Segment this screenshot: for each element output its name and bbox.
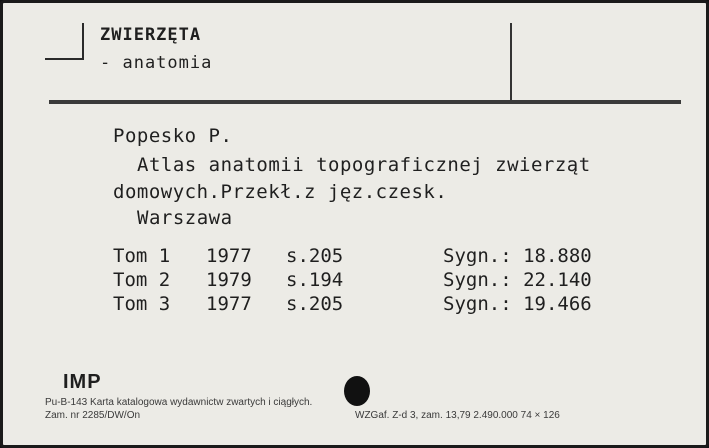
corner-mark-horizontal	[45, 58, 83, 60]
header-divider-horizontal	[49, 100, 681, 104]
footer-form-line: Pu-B-143 Karta katalogowa wydawnictw zwartych i ciągłych.	[45, 397, 313, 408]
footer-print-info: WZGaf. Z-d 3, zam. 13,79 2.490.000 74 × 126	[355, 410, 560, 421]
volume-number: Tom 3	[113, 293, 171, 315]
volume-number: Tom 1	[113, 245, 171, 267]
volume-pages: s.194	[286, 269, 344, 291]
imp-label: IMP	[63, 371, 102, 393]
punch-hole	[344, 376, 370, 406]
title-line-2: domowych.Przekł.z jęz.czesk.	[113, 181, 448, 203]
volume-signature: Sygn.: 22.140	[443, 269, 592, 291]
subject-subheading: - anatomia	[100, 53, 213, 73]
volume-year: 1977	[206, 293, 252, 315]
volume-year: 1977	[206, 245, 252, 267]
volume-year: 1979	[206, 269, 252, 291]
subject-heading: ZWIERZĘTA	[100, 25, 202, 45]
corner-mark-vertical	[82, 23, 84, 60]
volume-signature: Sygn.: 19.466	[443, 293, 592, 315]
place: Warszawa	[137, 207, 233, 229]
header-divider-vertical	[510, 23, 512, 103]
volume-signature: Sygn.: 18.880	[443, 245, 592, 267]
volume-pages: s.205	[286, 245, 344, 267]
author: Popesko P.	[113, 125, 233, 147]
footer-order-number: Zam. nr 2285/DW/On	[45, 410, 141, 421]
title-line-1: Atlas anatomii topograficznej zwierząt	[137, 154, 591, 176]
volume-pages: s.205	[286, 293, 344, 315]
volume-number: Tom 2	[113, 269, 171, 291]
